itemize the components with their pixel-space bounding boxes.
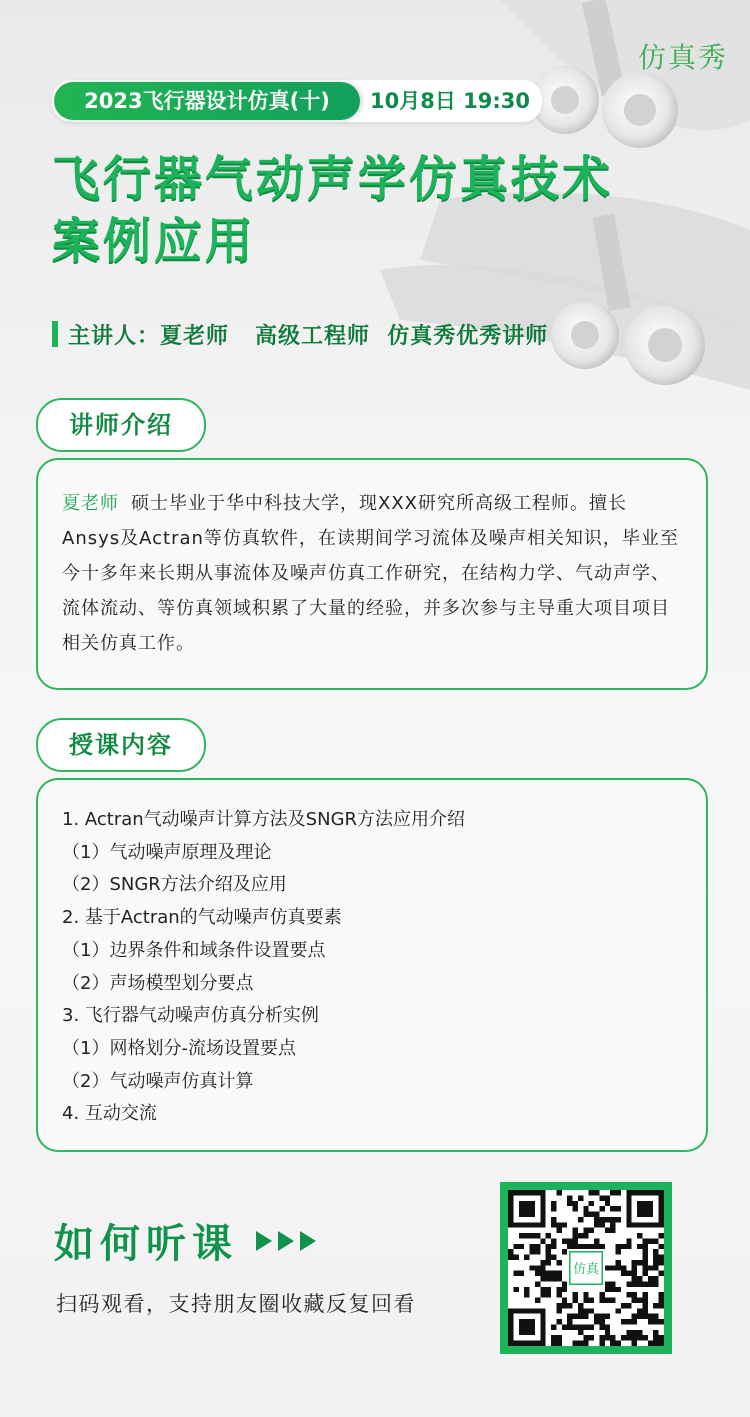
instructor-intro-card <box>36 458 708 690</box>
outline-item: （1）网格划分-流场设置要点 <box>62 1037 296 1059</box>
outline-item: （2）气动噪声仿真计算 <box>62 1070 254 1092</box>
speaker-text: 主讲人：夏老师 高级工程师 仿真秀优秀讲师 <box>68 323 549 349</box>
outline-item: （1）边界条件和域条件设置要点 <box>62 939 326 961</box>
outline-item: （2）声场模型划分要点 <box>62 972 254 994</box>
triple-arrow-icon <box>256 1231 322 1251</box>
event-series-label: 2023飞行器设计仿真(十) <box>54 82 360 120</box>
brand-logo: 仿真秀 <box>637 41 728 74</box>
outline-item: （2）SNGR方法介绍及应用 <box>62 874 287 896</box>
qr-code-pattern <box>508 1190 664 1346</box>
outline-item: 1. Actran气动噪声计算方法及SNGR方法应用介绍 <box>62 809 466 830</box>
instructor-name: 夏老师 <box>62 493 119 514</box>
speaker-line <box>52 318 548 350</box>
event-pill <box>52 80 542 122</box>
outline-item: （1）气动噪声原理及理论 <box>62 841 272 863</box>
speaker-accent-bar <box>52 321 58 347</box>
how-to-attend-description: 扫码观看，支持朋友圈收藏反复回看 <box>56 1292 416 1316</box>
page-title <box>52 148 712 272</box>
how-to-attend-label: 如何听课 <box>54 1221 238 1267</box>
instructor-intro-text <box>62 486 682 661</box>
outline-item: 3. 飞行器气动噪声仿真分析实例 <box>62 1005 319 1027</box>
instructor-bio: 硕士毕业于华中科技大学，现XXX研究所高级工程师。擅长Ansys及Actran等仿真软件，在读期间学习流体及噪声相关知识，毕业至今十多年来长期从事流体及噪声仿真工作研究，在结构力学、气动声学、流体流动、等仿真领域积累了大量的经验，并多次参与主导重大项目项目相关仿真工作。 <box>62 493 679 654</box>
title-line-1: 飞行器气动声学仿真技术 <box>52 151 614 207</box>
outline-item: 4. 互动交流 <box>62 1103 157 1125</box>
how-to-attend-title <box>54 1212 322 1269</box>
course-outline-card <box>36 778 708 1152</box>
section-tab-course: 授课内容 <box>36 718 206 772</box>
qr-center-label: 仿真 <box>573 1261 599 1277</box>
qr-code[interactable] <box>500 1182 672 1354</box>
outline-item: 2. 基于Actran的气动噪声仿真要素 <box>62 907 342 929</box>
event-datetime: 10月8日 19:30 <box>370 89 530 113</box>
title-line-2: 案例应用 <box>52 213 257 269</box>
section-tab-instructor: 讲师介绍 <box>36 398 206 452</box>
